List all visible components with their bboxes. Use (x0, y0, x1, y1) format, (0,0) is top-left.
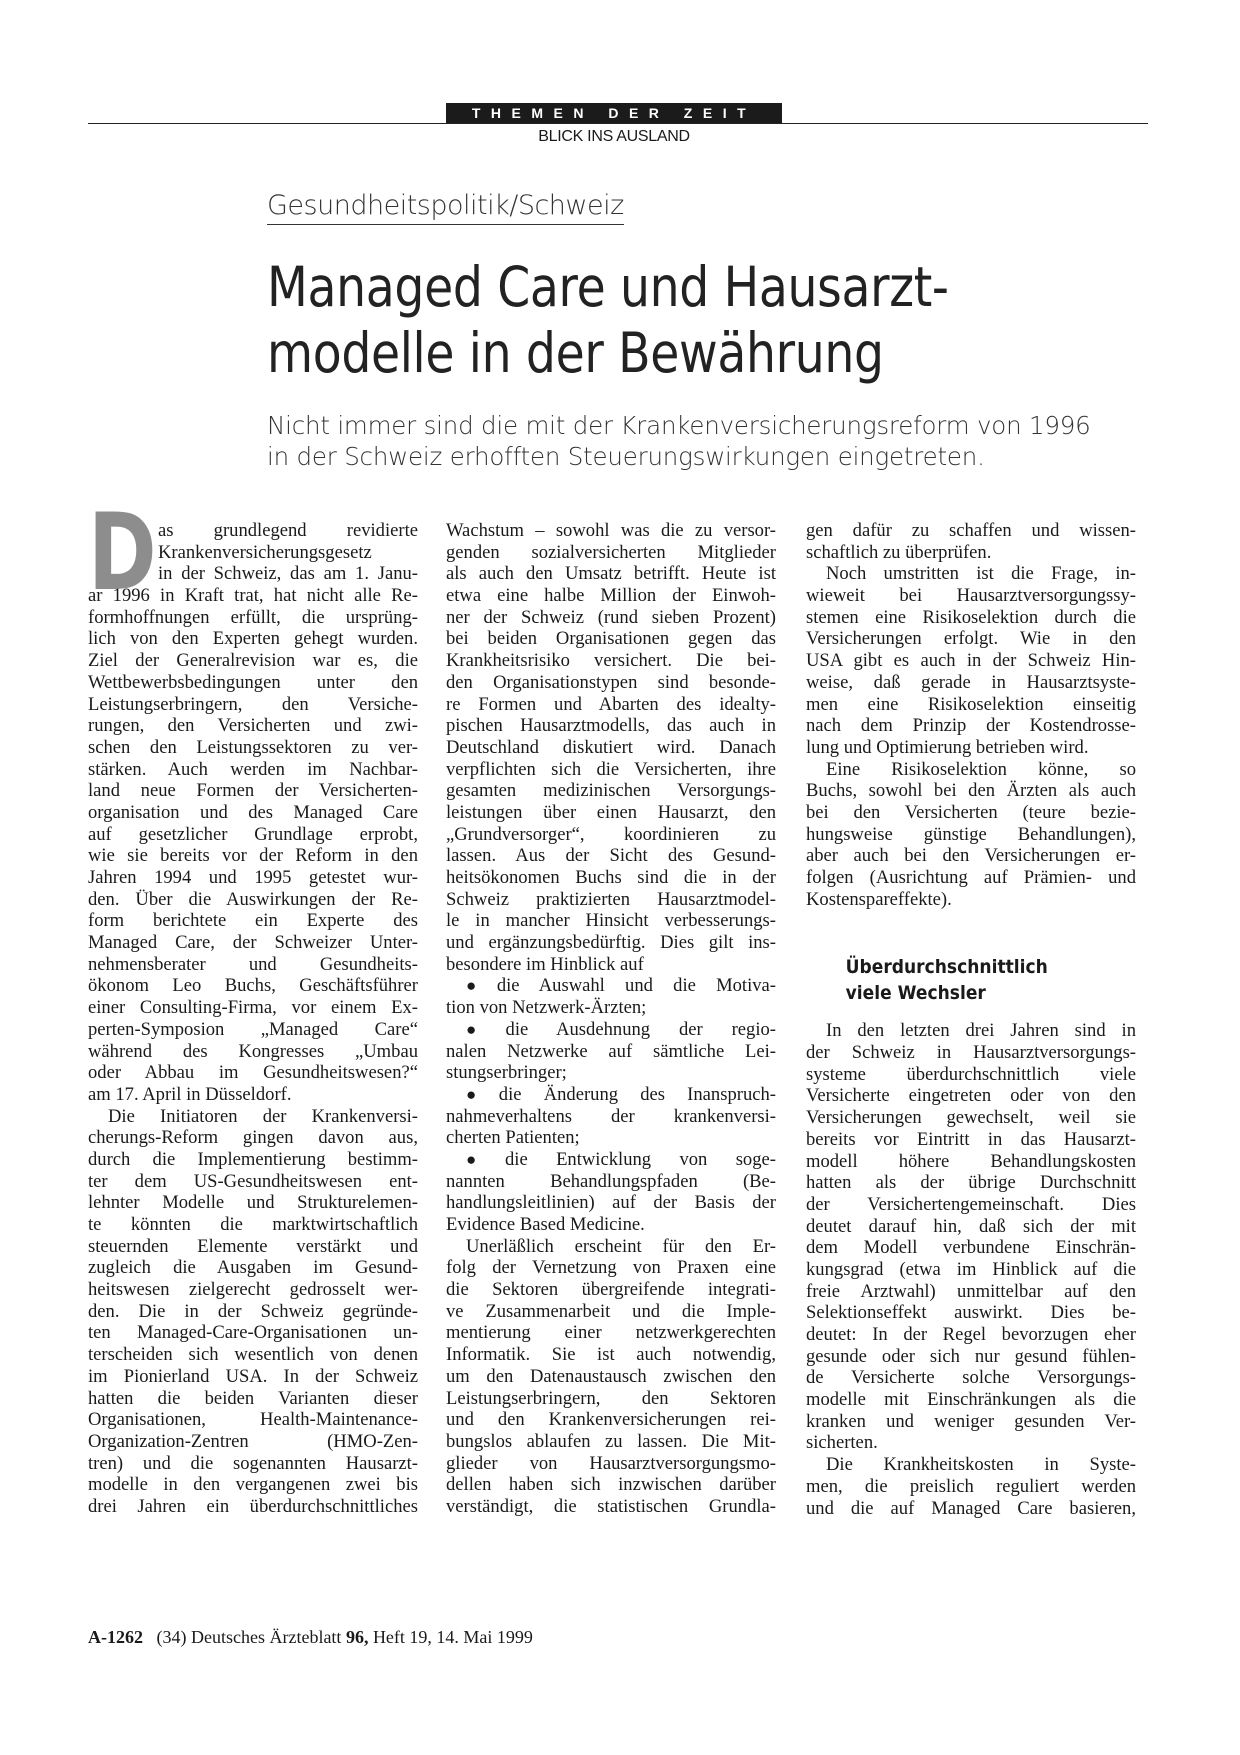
text-line: land neue Formen der Versicherten- (88, 780, 418, 802)
page-footer (88, 1627, 533, 1648)
text-line: bungslos ablaufen zu lassen. Die Mit- (446, 1430, 776, 1452)
text-line: den Organisationstypen sind besonde- (446, 671, 776, 693)
page-number: A-1262 (88, 1627, 143, 1647)
text-line: Informatik. Sie ist auch notwendig, (446, 1344, 776, 1366)
text-line: stemen eine Risikoselektion durch die (806, 606, 1136, 628)
text-line: Versicherungen erfolgt. Wie in den (806, 628, 1136, 650)
text-line: im Pionierland USA. In der Schweiz (88, 1365, 418, 1387)
headline-line: modelle in der Bewährung (267, 321, 884, 385)
text-line: Wachstum – sowohl was die zu versor- (446, 520, 776, 541)
article-kicker: Gesundheitspolitik/Schweiz (267, 190, 624, 225)
text-line: lich von den Experten gehegt wurden. (88, 628, 418, 650)
text-line: hatten die beiden Varianten dieser (88, 1387, 418, 1409)
text-line: tren) und die sogenannten Hausarzt- (88, 1452, 418, 1474)
text-line: stärken. Auch werden im Nachbar- (88, 758, 418, 780)
text-line: heitsökonomen Buchs sind die in der (446, 867, 776, 888)
text-line: lassen. Aus der Sicht des Gesund- (446, 845, 776, 867)
text-line: Wettbewerbsbedingungen unter den (88, 671, 418, 693)
deck-line: in der Schweiz erhofften Steuerungswirkungen eingetreten. (267, 442, 985, 471)
text-line: Unerläßlich erscheint für den Er- (466, 1235, 776, 1257)
bullet-item: ● die Entwicklung von soge- (446, 1149, 776, 1171)
text-line: modelle mit Einschränkungen als die (806, 1389, 1136, 1411)
bullet-item: ● die Änderung des Inanspruch- (446, 1084, 776, 1106)
text-line: Versicherte eingetreten oder von den (806, 1085, 1136, 1107)
text-line: Leistungserbringern, den Sektoren (446, 1387, 776, 1409)
text-line: as grundlegend revidierte (158, 520, 418, 541)
text-line: Kostenspareffekte). (806, 888, 952, 910)
text-line: Versicherungen gewechselt, weil sie (806, 1107, 1136, 1129)
drop-cap: D (88, 491, 157, 614)
text-line: die Sektoren übergreifende integrati- (446, 1279, 776, 1301)
text-line: folg der Vernetzung von Praxen eine (446, 1257, 776, 1279)
text-line: schen den Leistungssektoren zu ver- (88, 736, 418, 758)
text-line: Ziel der Generalrevision war es, die (88, 650, 418, 672)
text-line: wie sie bereits vor der Reform in den (88, 845, 418, 867)
text-line: nehmensberater und Gesundheits- (88, 953, 418, 975)
text-line: hungsweise günstige Behandlungen), (806, 823, 1136, 845)
header-rule (88, 123, 1148, 124)
text-line: Selektionseffekt auswirkt. Dies be- (806, 1302, 1136, 1324)
text-line: etwa eine halbe Million der Einwoh- (446, 585, 776, 607)
text-line: re Formen und Abarten des idealty- (446, 693, 776, 715)
text-line: und ergänzungsbedürftig. Dies gilt ins- (446, 932, 776, 954)
text-line: deutet darauf hin, daß sich der mit (806, 1215, 1136, 1237)
text-line: hatten als der übrige Durchschnitt (806, 1172, 1136, 1194)
section-label: THEMEN DER ZEIT (446, 103, 782, 123)
text-line: steuernden Elemente verstärkt und (88, 1235, 418, 1257)
text-line: den. Die in der Schweiz gegründe- (88, 1300, 418, 1322)
text-line: In den letzten drei Jahren sind in (826, 1020, 1136, 1042)
text-line: Leistungserbringern, den Versiche- (88, 693, 418, 715)
text-line: „Grundversorger“, koordinieren zu (446, 823, 776, 845)
text-line: und den Krankenversicherungen rei- (446, 1409, 776, 1431)
text-line: um den Datenaustausch zwischen den (446, 1365, 776, 1387)
text-line: Krankenversicherungsgesetz (158, 541, 372, 563)
text-line: Die Initiatoren der Krankenversi- (108, 1105, 418, 1127)
text-line: nahmeverhaltens der krankenversi- (446, 1105, 776, 1127)
text-line: Die Krankheitskosten in Syste- (826, 1454, 1136, 1476)
text-line: ten Managed-Care-Organisationen un- (88, 1322, 418, 1344)
text-line: nannten Behandlungspfaden (Be- (446, 1170, 776, 1192)
text-line: bei den Versicherten (teure bezie- (806, 801, 1136, 823)
text-line: als auch den Umsatz betrifft. Heute ist (446, 563, 776, 585)
text-line: während des Kongresses „Umbau (88, 1040, 418, 1062)
text-line: besondere im Hinblick auf (446, 953, 644, 975)
journal-volume: 96, (345, 1627, 369, 1647)
journal-reference: (34) Deutsches Ärzteblatt (156, 1627, 342, 1647)
text-line: glieder von Hausarztversorgungsmo- (446, 1452, 776, 1474)
text-line: stungserbringer; (446, 1062, 567, 1084)
text-column-1 (88, 520, 418, 1518)
text-line: bereits vor Eintritt in das Hausarzt- (806, 1128, 1136, 1150)
text-line: aber auch bei den Versicherungen er- (806, 845, 1136, 867)
text-line: folgen (Ausrichtung auf Prämien- und (806, 867, 1136, 888)
text-line: Buchs, sowohl bei den Ärzten als auch (806, 780, 1136, 802)
text-line: USA gibt es auch in der Schweiz Hin- (806, 650, 1136, 672)
text-line: in der Schweiz, das am 1. Janu- (158, 563, 418, 585)
text-line: perten-Symposion „Managed Care“ (88, 1018, 418, 1040)
text-line: zugleich die Ausgaben im Gesund- (88, 1257, 418, 1279)
text-line: Eine Risikoselektion könne, so (826, 758, 1136, 780)
text-line: bei beiden Organisationen gegen das (446, 628, 776, 650)
text-line: te könnten die marktwirtschaftlich (88, 1214, 418, 1235)
subsection-label: BLICK INS AUSLAND (538, 128, 690, 145)
text-line: ökonom Leo Buchs, Geschäftsführer (88, 975, 418, 997)
issue-date: Heft 19, 14. Mai 1999 (372, 1627, 533, 1647)
text-line: dellen haben sich inzwischen darüber (446, 1474, 776, 1496)
subheading-line: Überdurchschnittlich (845, 956, 1048, 979)
text-line: Managed Care, der Schweizer Unter- (88, 932, 418, 954)
article-deck (267, 410, 1167, 472)
text-line: Organization-Zentren (HMO-Zen- (88, 1430, 418, 1452)
text-line: schaftlich zu überprüfen. (806, 541, 992, 563)
text-line: ar 1996 in Kraft trat, hat nicht alle Re- (88, 585, 418, 607)
text-line: mentierung einer netzwerkgerechten (446, 1322, 776, 1344)
deck-line: Nicht immer sind die mit der Krankenversicherungsreform von 1996 (267, 411, 1091, 440)
text-column-3 (806, 520, 1136, 1519)
section-subheading (806, 954, 1103, 1006)
text-line: der Versichertengemeinschaft. Dies (806, 1193, 1136, 1215)
text-line: sicherten. (806, 1432, 878, 1454)
text-line: drei Jahren ein überdurchschnittliches (88, 1495, 418, 1517)
article-headline (267, 254, 1007, 386)
text-line: le in mancher Hinsicht verbesserungs- (446, 910, 776, 932)
text-line: durch die Implementierung bestimm- (88, 1148, 418, 1170)
text-line: systeme überdurchschnittlich viele (806, 1063, 1136, 1085)
text-line: der Schweiz in Hausarztversorgungs- (806, 1042, 1136, 1064)
text-line: auf gesetzlicher Grundlage erprobt, (88, 823, 418, 845)
text-line: oder Abbau im Gesundheitswesen?“ (88, 1062, 418, 1084)
text-line: tion von Netzwerk-Ärzten; (446, 997, 647, 1019)
text-line: Krankheitsrisiko versichert. Die bei- (446, 650, 776, 672)
text-line: Jahren 1994 und 1995 getestet wur- (88, 867, 418, 888)
text-line: nach dem Prinzip der Kostendrosse- (806, 715, 1136, 737)
text-line: formhoffnungen erfüllt, die ursprüng- (88, 606, 418, 628)
text-line: form berichtete ein Experte des (88, 910, 418, 932)
text-line: handlungsleitlinien) auf der Basis der (446, 1192, 776, 1214)
text-line: gen dafür zu schaffen und wissen- (806, 520, 1136, 541)
text-line: am 17. April in Düsseldorf. (88, 1083, 292, 1105)
text-line: verständigt, die statistischen Grundla- (446, 1495, 776, 1517)
text-line: pischen Hausarztmodells, das auch in (446, 715, 776, 737)
text-line: gesamten medizinischen Versorgungs- (446, 780, 776, 802)
text-line: terscheiden sich wesentlich von denen (88, 1344, 418, 1366)
text-column-2 (446, 520, 776, 1518)
text-line: Evidence Based Medicine. (446, 1214, 645, 1235)
text-line: den. Über die Auswirkungen der Re- (88, 888, 418, 910)
text-line: men, die preislich reguliert werden (806, 1475, 1136, 1497)
text-line: Noch umstritten ist die Frage, in- (826, 563, 1136, 585)
text-line: kungsgrad (etwa im Hinblick auf die (806, 1258, 1136, 1280)
text-line: wieweit bei Hausarztversorgungssy- (806, 585, 1136, 607)
text-line: ve Zusammenarbeit und die Imple- (446, 1300, 776, 1322)
text-line: leistungen über einen Hausarzt, den (446, 801, 776, 823)
text-line: deutet: In der Regel bevorzugen eher (806, 1324, 1136, 1345)
text-line: dem Modell verbundene Einschrän- (806, 1237, 1136, 1259)
bullet-item: ● die Ausdehnung der regio- (446, 1019, 776, 1041)
subheading-line: viele Wechsler (845, 982, 986, 1005)
text-line: cherten Patienten; (446, 1127, 580, 1149)
text-line: weise, daß gerade in Hausarztsyste- (806, 671, 1136, 693)
text-line: lehnter Modelle und Strukturelemen- (88, 1192, 418, 1214)
text-line: Organisationen, Health-Maintenance- (88, 1409, 418, 1431)
text-line: freie Arztwahl) unmittelbar auf den (806, 1280, 1136, 1302)
text-line: de Versicherte solche Versorgungs- (806, 1367, 1136, 1389)
text-line: Deutschland diskutiert wird. Danach (446, 736, 776, 758)
text-line: modell höhere Behandlungskosten (806, 1150, 1136, 1172)
text-line: ner der Schweiz (rund sieben Prozent) (446, 606, 776, 628)
text-line: modelle in den vergangenen zwei bis (88, 1474, 418, 1496)
text-line: heitswesen zielgerecht gedrosselt wer- (88, 1279, 418, 1301)
text-line: organisation und des Managed Care (88, 801, 418, 823)
headline-line: Managed Care und Hausarzt- (267, 255, 949, 319)
text-line: cherungs-Reform gingen davon aus, (88, 1127, 418, 1149)
text-line: lung und Optimierung betrieben wird. (806, 736, 1089, 758)
text-line: verpflichten sich die Versicherten, ihre (446, 758, 776, 780)
text-line: rungen, den Versicherten und zwi- (88, 715, 418, 737)
text-line: men eine Risikoselektion einseitig (806, 693, 1136, 715)
text-line: und die auf Managed Care basieren, (806, 1497, 1136, 1519)
text-line: kranken und weniger gesunden Ver- (806, 1410, 1136, 1432)
text-line: genden sozialversicherten Mitglieder (446, 541, 776, 563)
text-line: ter dem US-Gesundheitswesen ent- (88, 1170, 418, 1192)
text-line: einer Consulting-Firma, vor einem Ex- (88, 997, 418, 1019)
bullet-item: ● die Auswahl und die Motiva- (446, 975, 776, 997)
text-line: nalen Netzwerke auf sämtliche Lei- (446, 1040, 776, 1062)
text-line: gesunde oder sich nur gesund fühlen- (806, 1345, 1136, 1367)
text-line: Schweiz praktizierten Hausarztmodel- (446, 888, 776, 910)
